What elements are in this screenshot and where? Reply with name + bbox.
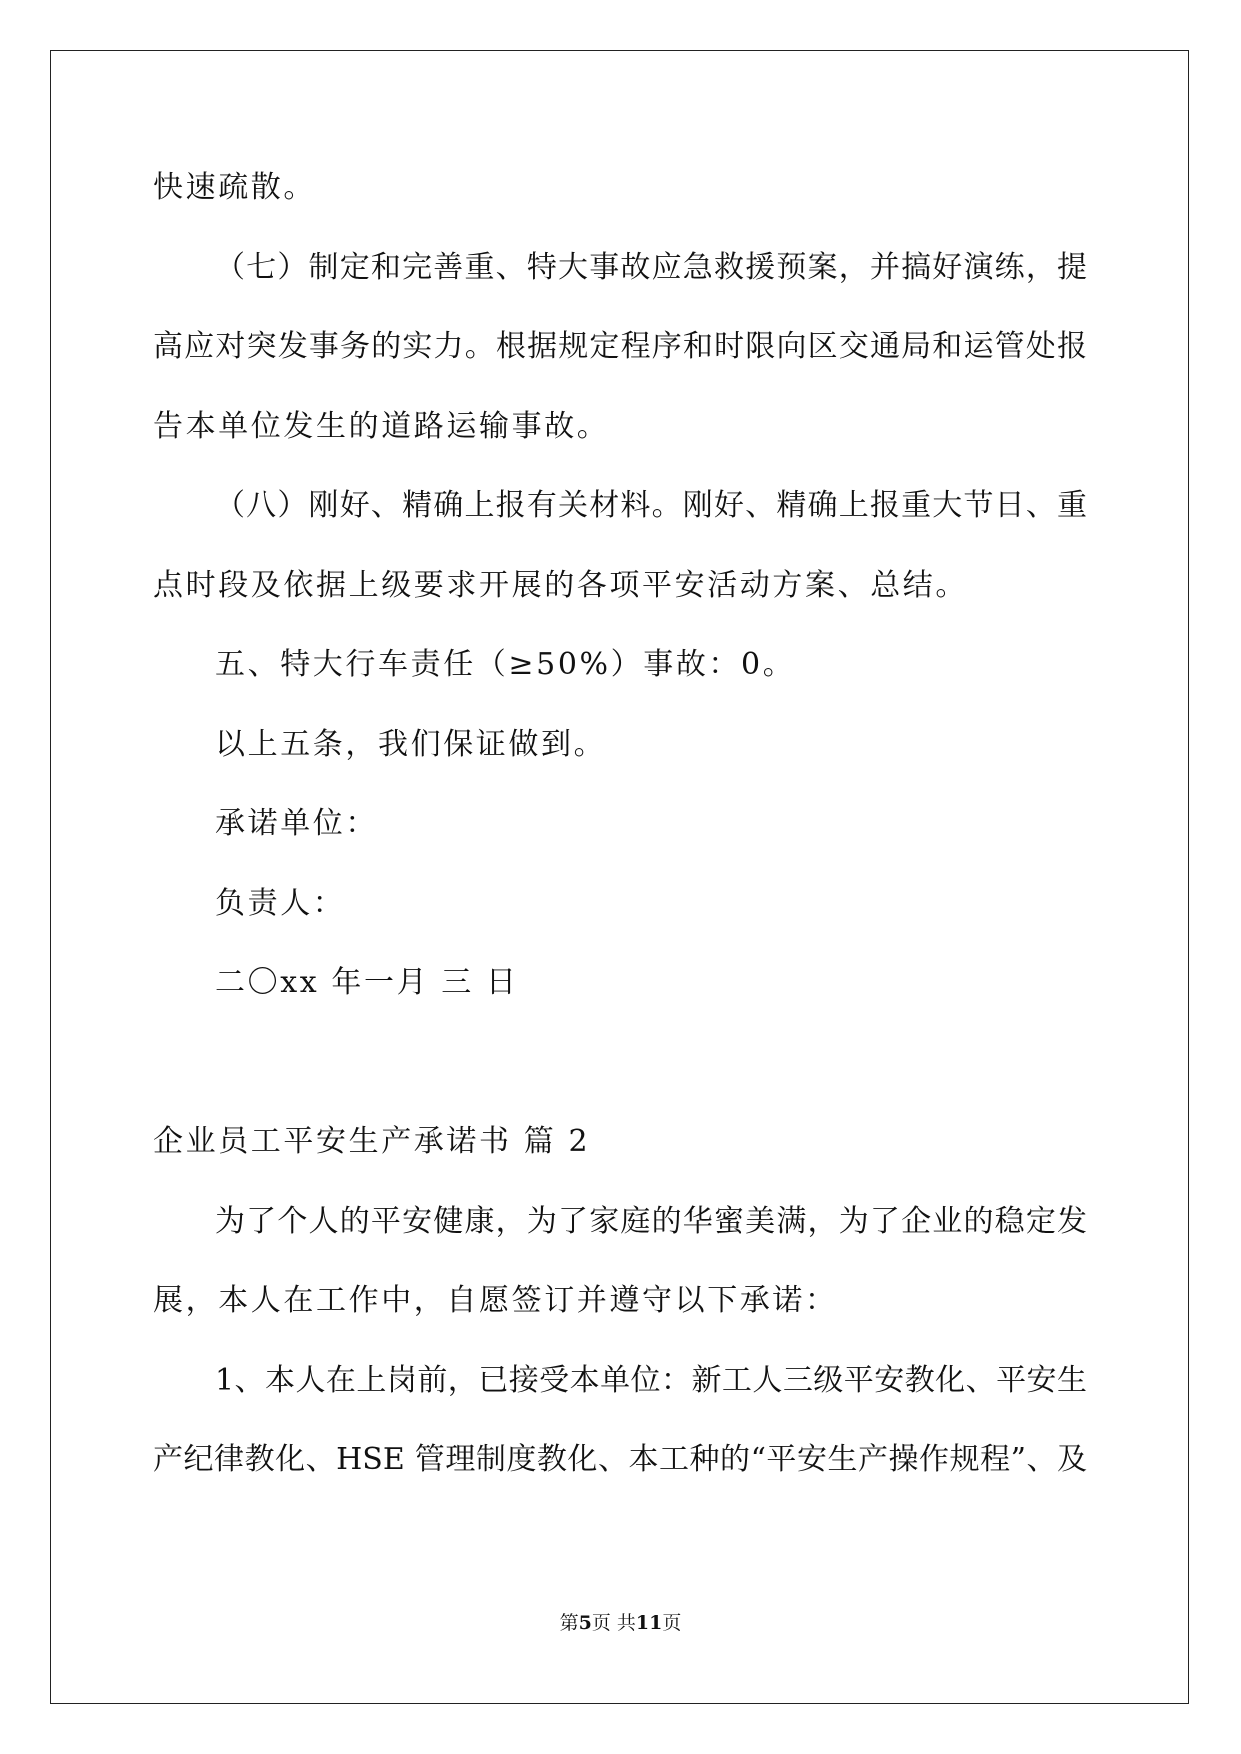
document-body <box>153 148 1087 1500</box>
footer-prefix: 第 <box>559 1612 579 1634</box>
paragraph-line: 产纪律教化、HSE 管理制度教化、本工种的“平安生产操作规程”、及 <box>153 1442 1087 1477</box>
paragraph-line: 告本单位发生的道路运输事故。 <box>153 408 610 444</box>
paragraph-line: 为了个人的平安健康，为了家庭的华蜜美满，为了企业的稳定发 <box>215 1203 1087 1239</box>
paragraph-line: 高应对突发事务的实力。根据规定程序和时限向区交通局和运管处报 <box>153 329 1087 364</box>
page-number-footer <box>0 1608 1241 1635</box>
paragraph-line: 1、本人在上岗前，已接受本单位：新工人三级平安教化、平安生 <box>215 1362 1087 1398</box>
current-page-number: 5 <box>578 1612 592 1634</box>
signature-date: 二〇xx 年一月 三 日 <box>215 965 519 1000</box>
total-page-number: 11 <box>635 1612 663 1634</box>
signature-unit-label: 承诺单位： <box>215 806 378 841</box>
footer-suffix: 页 <box>662 1612 682 1634</box>
footer-middle: 页 共 <box>591 1612 636 1634</box>
paragraph-line: 快速疏散。 <box>153 170 316 205</box>
paragraph-line: 以上五条，我们保证做到。 <box>215 726 607 762</box>
section-title: 企业员工平安生产承诺书 篇 2 <box>153 1124 591 1159</box>
paragraph-line: （八）刚好、精确上报有关材料。刚好、精确上报重大节日、重 <box>215 488 1087 523</box>
paragraph-line: 展，本人在工作中，自愿签订并遵守以下承诺： <box>153 1283 838 1318</box>
paragraph-line: 点时段及依据上级要求开展的各项平安活动方案、总结。 <box>153 567 968 603</box>
paragraph-line: （七）制定和完善重、特大事故应急救援预案，并搞好演练，提 <box>215 249 1087 285</box>
paragraph-line: 五、特大行车责任（≥50%）事故：0。 <box>215 647 796 682</box>
signature-person-label: 负责人： <box>215 885 346 921</box>
